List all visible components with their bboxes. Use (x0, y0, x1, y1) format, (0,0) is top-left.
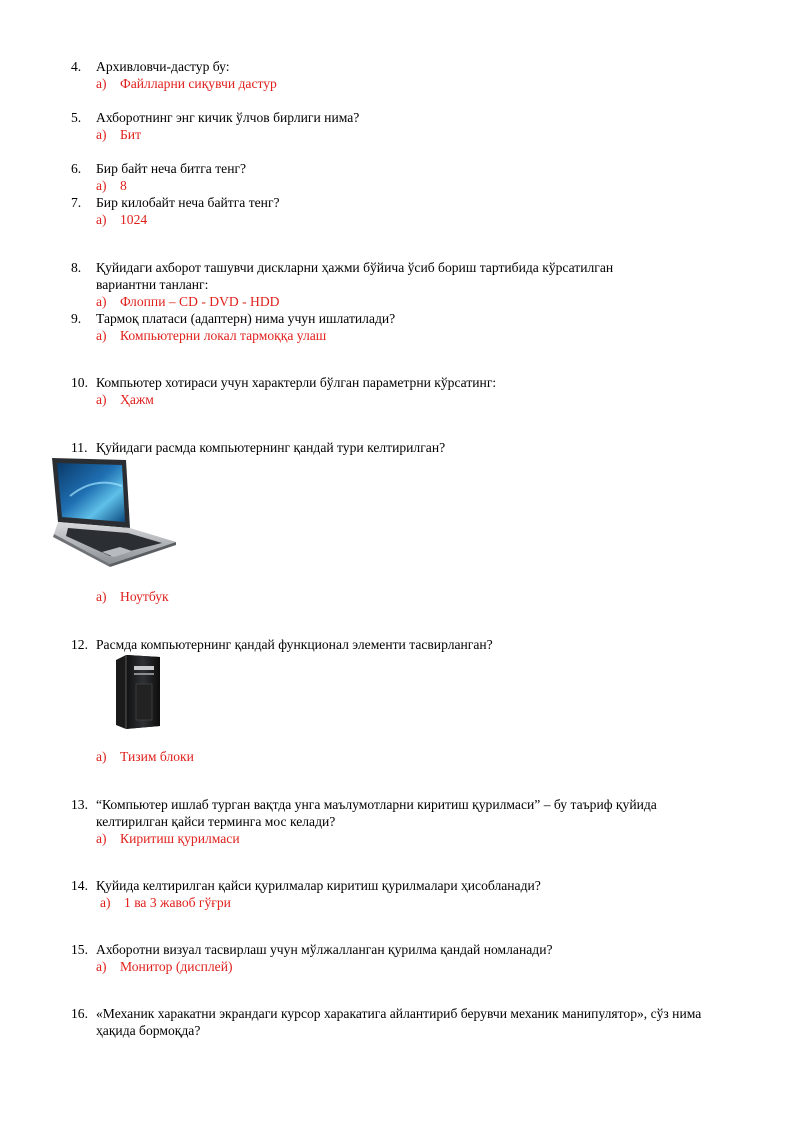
answer-letter: а) (96, 328, 107, 343)
answer-text: Компьютерни локал тармоққа улаш (120, 328, 327, 343)
question-text: Ахборотнинг энг кичик ўлчов бирлиги нима? (96, 110, 360, 125)
question-number: 15. (71, 942, 88, 957)
answer-9 (96, 327, 326, 344)
answer-text: Киритиш қурилмаси (120, 831, 240, 846)
answer-14 (100, 894, 231, 911)
question-number: 16. (71, 1006, 88, 1021)
answer-15 (96, 958, 233, 975)
question-text: Бир байт неча битга тенг? (96, 161, 247, 176)
question-number: 11. (71, 440, 88, 455)
question-number: 14. (71, 878, 88, 893)
question-number: 13. (71, 797, 88, 812)
answer-text: Ноутбук (120, 589, 169, 604)
answer-text: Флоппи – CD - DVD - HDD (120, 294, 280, 309)
answer-11 (96, 588, 169, 605)
question-text: Расмда компьютернинг қандай функционал элементи тасвирланган? (96, 637, 493, 652)
answer-letter: а) (96, 127, 107, 142)
answer-text: 8 (120, 178, 127, 193)
answer-letter: а) (96, 831, 107, 846)
answer-7 (96, 211, 147, 228)
answer-letter: а) (96, 749, 107, 764)
question-text: Қуйидаги ахборот ташувчи дискларни ҳажми бўйича ўсиб бориш тартибида кўрсатилган вариантни танланг: (96, 260, 614, 292)
answer-text: 1 ва 3 жавоб гўғри (124, 895, 231, 910)
question-number: 12. (71, 637, 88, 652)
question-number: 9. (71, 311, 82, 326)
answer-letter: а) (96, 392, 107, 407)
answer-5 (96, 126, 141, 143)
answer-letter: а) (96, 178, 107, 193)
question-text: Тармоқ платаси (адаптерн) нима учун ишлатилади? (96, 311, 396, 326)
answer-letter: а) (96, 212, 107, 227)
answer-12 (96, 748, 194, 765)
question-text: Архивловчи-дастур бу: (96, 59, 230, 74)
question-text: Ахборотни визуал тасвирлаш учун мўлжалланган қурилма қандай номланади? (96, 942, 553, 957)
answer-text: Тизим блоки (120, 749, 194, 764)
question-text: Қуйидаги расмда компьютернинг қандай тури келтирилган? (96, 440, 446, 455)
answer-letter: а) (96, 589, 107, 604)
laptop-image (50, 456, 178, 568)
question-number: 4. (71, 59, 82, 74)
question-text: Қуйида келтирилган қайси қурилмалар киритиш қурилмалари ҳисобланади? (96, 878, 541, 893)
answer-letter: а) (96, 76, 107, 91)
answer-4 (96, 75, 277, 92)
answer-letter: а) (96, 959, 107, 974)
answer-text: Файлларни сиқувчи дастур (120, 76, 277, 91)
question-text: Компьютер хотираси учун характерли бўлган параметрни кўрсатинг: (96, 375, 497, 390)
answer-text: Монитор (дисплей) (120, 959, 233, 974)
answer-text: Ҳажм (120, 392, 154, 407)
answer-text: Бит (120, 127, 142, 142)
answer-13 (96, 830, 240, 847)
answer-8 (96, 293, 280, 310)
answer-letter: а) (100, 895, 111, 910)
question-text: Бир килобайт неча байтга тенг? (96, 195, 280, 210)
question-text: “Компьютер ишлаб турган вақтда унга маълумотларни киритиш қурилмаси” – бу таъриф қуйида келтирилган қайси терминга мос келади? (96, 797, 657, 829)
question-number: 6. (71, 161, 82, 176)
answer-6 (96, 177, 127, 194)
question-number: 10. (71, 375, 88, 390)
question-number: 8. (71, 260, 82, 275)
question-text: «Механик харакатни экрандаги курсор харакатига айлантириб берувчи механик манипулятор», сўз нима ҳақида бормоқда? (96, 1006, 702, 1038)
question-number: 5. (71, 110, 82, 125)
system-unit-image (114, 654, 162, 730)
answer-letter: а) (96, 294, 107, 309)
question-number: 7. (71, 195, 82, 210)
answer-text: 1024 (120, 212, 148, 227)
answer-10 (96, 391, 154, 408)
